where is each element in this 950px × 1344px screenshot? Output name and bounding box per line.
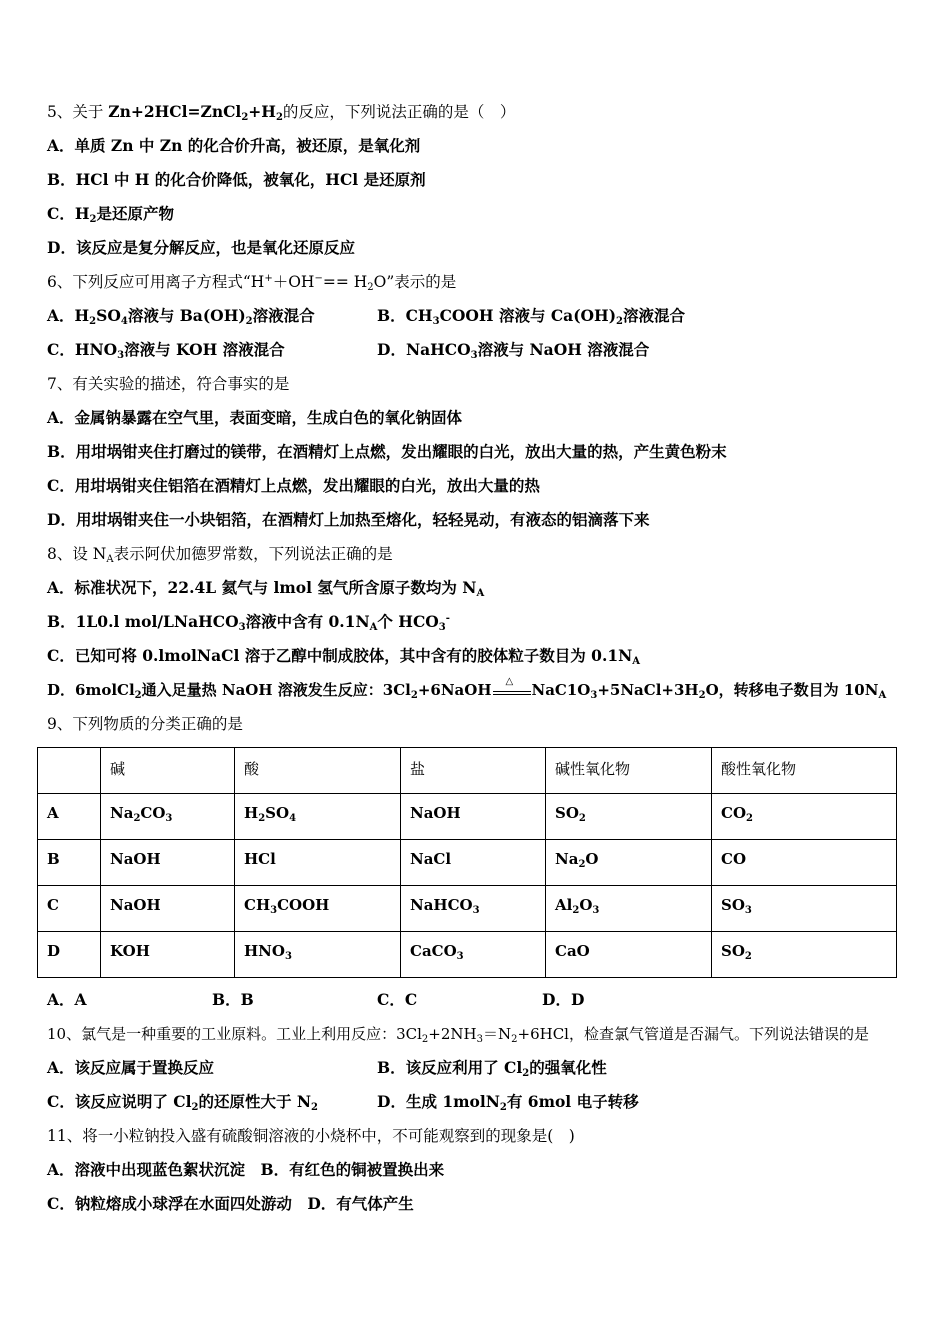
q8-option-a: A．标准状况下，22.4L 氦气与 lmol 氢气所含原子数均为 $N_A$ — [47, 578, 485, 599]
q7-stem: 7、有关实验的描述，符合事实的是 — [47, 375, 290, 393]
table-header-cell: 酸 — [235, 748, 401, 794]
q5-option-a: A．单质 Zn 中 Zn 的化合价升高，被还原，是氧化剂 — [47, 136, 421, 155]
q6-option-b: B．$CH_3COOH$ 溶液与 $Ca(OH)_2$溶液混合 — [377, 306, 686, 327]
q10-option-d: D．生成 1molN$_2$有 6mol 电子转移 — [377, 1092, 639, 1113]
q5-option-b: B．HCl 中 H 的化合价降低，被氧化，HCl 是还原剂 — [47, 170, 426, 189]
table-cell: $HNO_3$ — [235, 932, 401, 978]
q10-options-ab — [47, 1058, 907, 1078]
q9-stem: 9、下列物质的分类正确的是 — [47, 715, 243, 733]
table-cell: NaCl — [401, 840, 546, 886]
table-cell: A — [38, 794, 101, 840]
q6-option-c: C．$HNO_3$溶液与 KOH 溶液混合 — [47, 340, 285, 361]
q8-option-d: D．6molCl$_2$通入足量热 NaOH 溶液发生反应：$3Cl_2+6NaOH$ △ $NaC1O_3+5NaCl+3H_2O$，转移电子数目为 $10N_A$ — [47, 676, 887, 701]
table-cell: $Na_2CO_3$ — [101, 794, 235, 840]
table-cell: NaOH — [101, 840, 235, 886]
q8-option-c: C．已知可将 0.lmolNaCl 溶于乙醇中制成胶体，其中含有的胶体粒子数目为 $0.1N_A$ — [47, 646, 641, 667]
table-row — [38, 794, 897, 840]
table-cell: NaOH — [101, 886, 235, 932]
table-header-cell: 盐 — [401, 748, 546, 794]
q6-options-cd — [47, 340, 907, 360]
q10-option-b: B．该反应利用了 $Cl_2$的强氧化性 — [377, 1058, 607, 1079]
q6-option-a: A．$H_2SO_4$溶液与 $Ba(OH)_2$溶液混合 — [47, 306, 315, 327]
table-cell: $Na_2O$ — [546, 840, 712, 886]
q9-option-b: B．B — [212, 990, 254, 1009]
table-row — [38, 932, 897, 978]
table-cell: C — [38, 886, 101, 932]
q7-option-c: C．用坩埚钳夹住铝箔在酒精灯上点燃，发出耀眼的白光，放出大量的热 — [47, 476, 540, 495]
table-row — [38, 886, 897, 932]
table-cell: NaOH — [401, 794, 546, 840]
table-header-row — [38, 748, 897, 794]
table-cell: B — [38, 840, 101, 886]
q8-stem: 8、设 $N_A$表示阿伏加德罗常数，下列说法正确的是 — [47, 545, 393, 565]
q11-options-ab: A．溶液中出现蓝色絮状沉淀 B．有红色的铜被置换出来 — [47, 1160, 445, 1179]
q9-option-c: C．C — [377, 990, 418, 1009]
q10-stem: 10、氯气是一种重要的工业原料。工业上利用反应：$3Cl_2+2NH_3=N_2+6HCl$，检查氯气管道是否漏气。下列说法错误的是 — [47, 1025, 869, 1045]
q6-stem: 6、下列反应可用离子方程式“$H^++OH^-== H_2O$”表示的是 — [47, 273, 457, 293]
q7-option-a: A．金属钠暴露在空气里，表面变暗，生成白色的氧化钠固体 — [47, 408, 463, 427]
q7-option-d: D．用坩埚钳夹住一小块铝箔，在酒精灯上加热至熔化，轻轻晃动，有液态的铝滴落下来 — [47, 510, 650, 529]
q9-option-d: D．D — [542, 990, 585, 1009]
table-header-cell: 碱 — [101, 748, 235, 794]
table-cell: $CH_3COOH$ — [235, 886, 401, 932]
table-cell: CO — [712, 840, 897, 886]
table-cell: $SO_2$ — [546, 794, 712, 840]
table-cell: KOH — [101, 932, 235, 978]
table-cell: $SO_3$ — [712, 886, 897, 932]
classification-table — [37, 747, 897, 978]
table-cell: $Al_2O_3$ — [546, 886, 712, 932]
table-cell: CaO — [546, 932, 712, 978]
q10-option-c: C．该反应说明了 $Cl_2$的还原性大于 $N_2$ — [47, 1092, 318, 1113]
q9-option-a: A．A — [47, 990, 87, 1009]
q8-option-b: B．1L0.l mol/LNaHCO$_3$溶液中含有 $0.1N_A$个 $HCO_3^-$ — [47, 612, 450, 633]
table-header-cell: 酸性氧化物 — [712, 748, 897, 794]
table-cell: $H_2SO_4$ — [235, 794, 401, 840]
q11-options-cd: C．钠粒熔成小球浮在水面四处游动 D．有气体产生 — [47, 1194, 414, 1213]
q6-options-ab — [47, 306, 907, 326]
q10-options-cd — [47, 1092, 907, 1112]
q5-option-d: D．该反应是复分解反应，也是氧化还原反应 — [47, 238, 355, 257]
table-cell: CaCO$_3$ — [401, 932, 546, 978]
q5-option-c: C．$H_2$是还原产物 — [47, 204, 174, 225]
table-cell: D — [38, 932, 101, 978]
table-cell: $SO_2$ — [712, 932, 897, 978]
heating-condition-arrow: △ — [493, 684, 531, 698]
q5-stem: 5、关于 $Zn+2HCl=ZnCl_2+H_2$的反应，下列说法正确的是（ ） — [47, 102, 516, 123]
table-row — [38, 840, 897, 886]
q10-option-a: A．该反应属于置换反应 — [47, 1058, 215, 1077]
table-header-cell: 碱性氧化物 — [546, 748, 712, 794]
table-header-cell — [38, 748, 101, 794]
q6-option-d: D．NaHCO$_3$溶液与 NaOH 溶液混合 — [377, 340, 650, 361]
table-cell: HCl — [235, 840, 401, 886]
table-cell: $CO_2$ — [712, 794, 897, 840]
table-cell: NaHCO$_3$ — [401, 886, 546, 932]
q7-option-b: B．用坩埚钳夹住打磨过的镁带，在酒精灯上点燃，发出耀眼的白光，放出大量的热，产生黄色粉末 — [47, 442, 727, 461]
q11-stem: 11、将一小粒钠投入盛有硫酸铜溶液的小烧杯中，不可能观察到的现象是( ) — [47, 1127, 575, 1145]
